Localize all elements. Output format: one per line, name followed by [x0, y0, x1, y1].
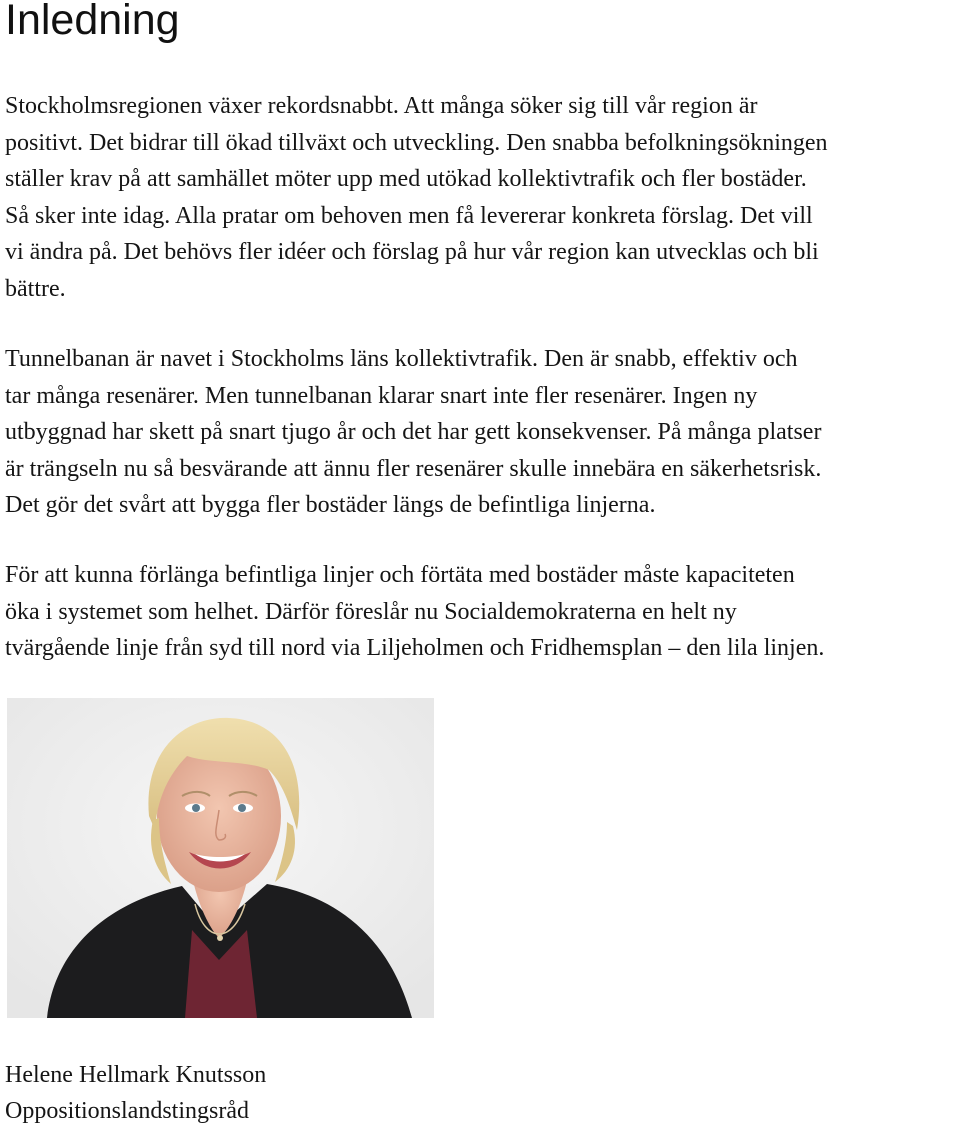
signature-block — [5, 1057, 266, 1129]
paragraph-line: För att kunna förlänga befintliga linjer och förtäta med bostäder måste kapaciteten — [5, 562, 795, 588]
paragraph-line: tvärgående linje från syd till nord via Liljeholmen och Fridhemsplan – den lila linjen. — [5, 635, 825, 661]
paragraph-line: bättre. — [5, 275, 66, 302]
portrait-illustration — [7, 698, 434, 1018]
paragraph-line: öka i systemet som helhet. Därför föreslår nu Socialdemokraterna en helt ny — [5, 598, 737, 625]
page-title: Inledning — [5, 0, 180, 44]
paragraph-1 — [5, 88, 960, 307]
paragraph-line: positivt. Det bidrar till ökad tillväxt och utveckling. Den snabba befolkningsökningen — [5, 129, 828, 156]
paragraph-2 — [5, 341, 960, 524]
signature-name: Helene Hellmark Knutsson — [5, 1062, 267, 1088]
paragraph-line: Stockholmsregionen växer rekordsnabbt. Att många söker sig till vår region är — [5, 93, 758, 119]
paragraph-line: tar många resenärer. Men tunnelbanan klarar snart inte fler resenärer. Ingen ny — [5, 382, 758, 409]
signature-title: Oppositionslandstingsråd — [5, 1098, 249, 1124]
paragraph-line: Tunnelbanan är navet i Stockholms läns kollektivtrafik. Den är snabb, effektiv och — [5, 346, 798, 372]
paragraph-line: ställer krav på att samhället möter upp med utökad kollektivtrafik och fler bostäder. — [5, 166, 807, 192]
paragraph-line: utbyggnad har skett på snart tjugo år och det har gett konsekvenser. På många platser — [5, 419, 822, 445]
paragraph-line: Så sker inte idag. Alla pratar om behoven men få levererar konkreta förslag. Det vill — [5, 202, 813, 229]
paragraph-3 — [5, 557, 960, 667]
portrait-photo — [7, 698, 434, 1018]
paragraph-line: Det gör det svårt att bygga fler bostäder längs de befintliga linjerna. — [5, 492, 656, 518]
paragraph-line: är trängseln nu så besvärande att ännu fler resenärer skulle innebära en säkerhetsrisk. — [5, 455, 822, 482]
paragraph-line: vi ändra på. Det behövs fler idéer och förslag på hur vår region kan utvecklas och bli — [5, 239, 819, 265]
